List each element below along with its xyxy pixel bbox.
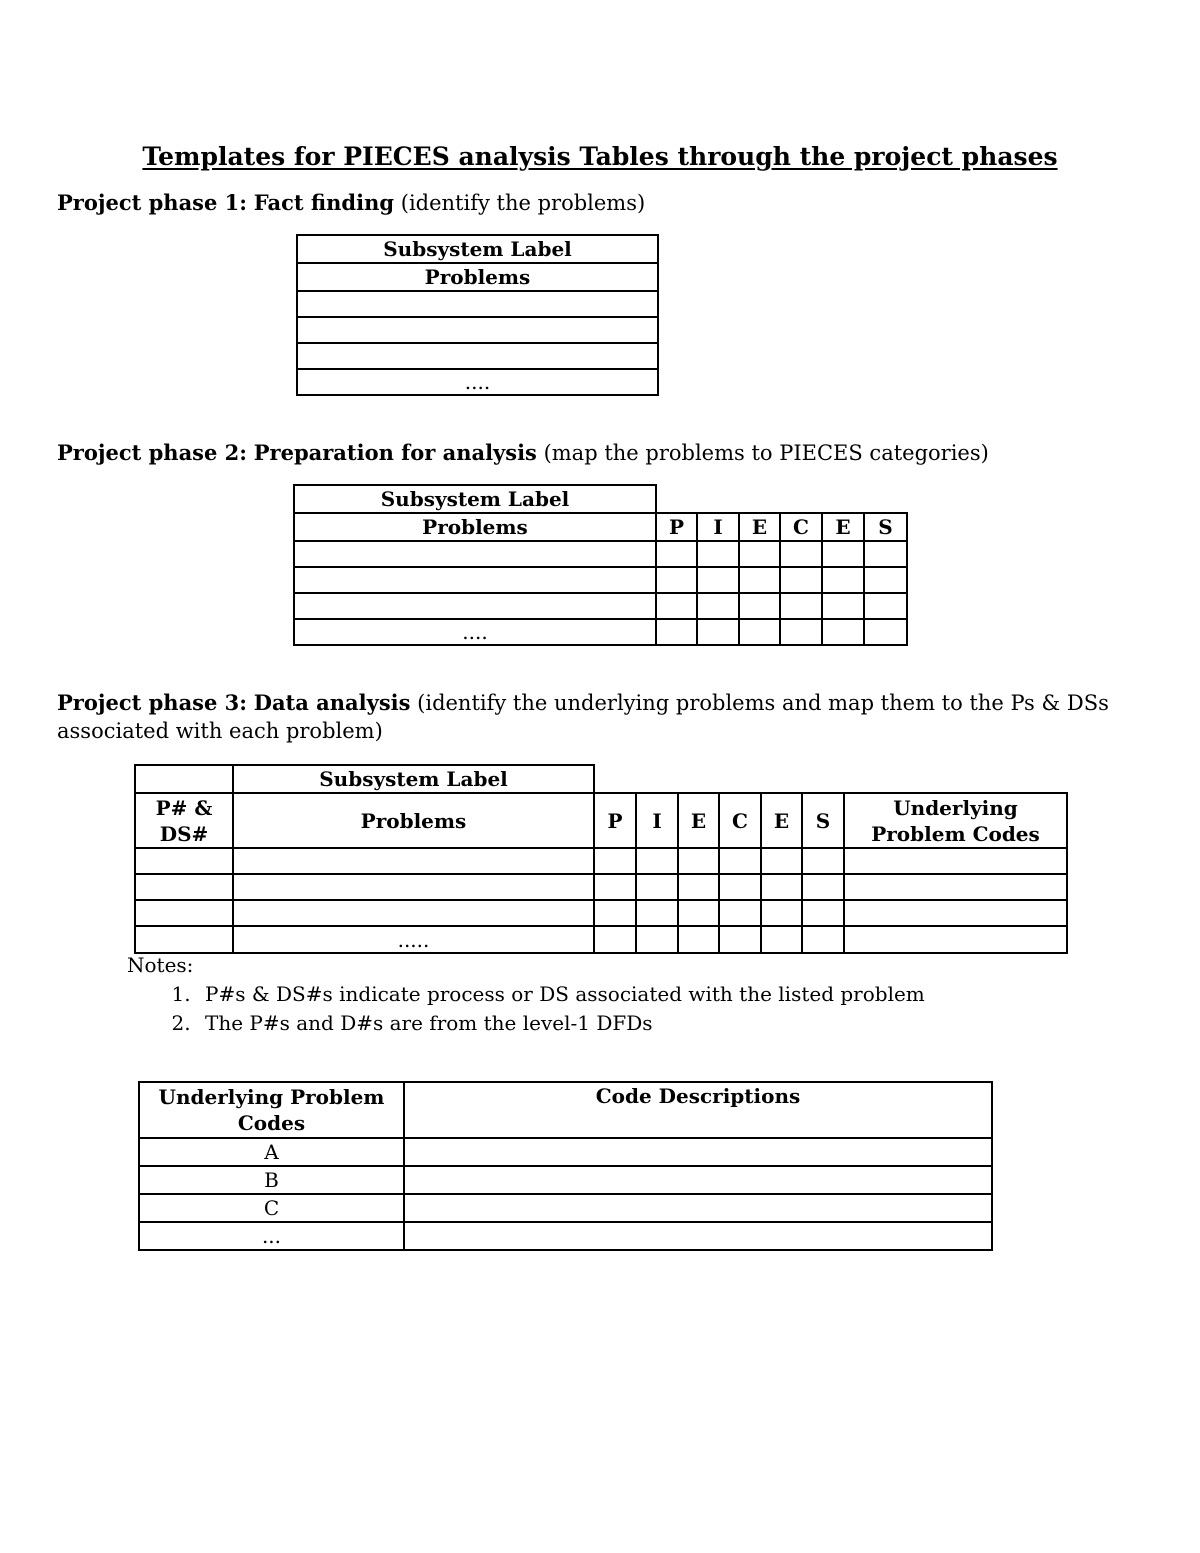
phase2-c-header: C <box>780 513 822 541</box>
code-description-cell[interactable] <box>404 1138 992 1166</box>
phase2-name: Preparation for analysis <box>253 440 537 465</box>
code-cell: C <box>139 1194 404 1222</box>
notes-heading: Notes: <box>127 953 194 977</box>
phase3-check-cell[interactable] <box>678 848 719 874</box>
code-description-cell[interactable] <box>404 1222 992 1250</box>
phase2-check-cell[interactable] <box>697 619 739 645</box>
phase3-check-cell[interactable] <box>636 900 678 926</box>
phase3-check-cell[interactable] <box>761 874 802 900</box>
phase3-underlying-header: Underlying Problem Codes <box>844 793 1067 848</box>
note-item: 2. The P#s and D#s are from the level-1 DFDs <box>197 1009 925 1038</box>
phase3-code-cell[interactable] <box>844 848 1067 874</box>
phase3-check-cell[interactable] <box>678 926 719 953</box>
phase2-p-header: P <box>656 513 697 541</box>
phase2-check-cell[interactable] <box>697 567 739 593</box>
page-title: Templates for PIECES analysis Tables through the project phases <box>142 142 1058 171</box>
phase3-problem-cell[interactable] <box>233 900 594 926</box>
phase3-p-header: P <box>594 793 636 848</box>
phase2-check-cell[interactable] <box>864 541 907 567</box>
phase3-check-cell[interactable] <box>719 926 761 953</box>
phase2-e-header: E <box>739 513 780 541</box>
phase2-label: Project phase 2: <box>57 440 248 465</box>
code-cell: B <box>139 1166 404 1194</box>
phase2-ellipsis-cell: .... <box>294 619 656 645</box>
phase3-s-header: S <box>802 793 844 848</box>
phase1-row-cell[interactable] <box>297 317 658 343</box>
phase3-check-cell[interactable] <box>594 848 636 874</box>
phase3-code-cell[interactable] <box>844 900 1067 926</box>
phase3-e-header: E <box>678 793 719 848</box>
phase2-check-cell[interactable] <box>780 593 822 619</box>
phase2-problem-cell[interactable] <box>294 593 656 619</box>
phase3-check-cell[interactable] <box>802 848 844 874</box>
phase3-check-cell[interactable] <box>636 848 678 874</box>
phase3-name: Data analysis <box>253 690 411 715</box>
phase3-check-cell[interactable] <box>678 874 719 900</box>
phase3-problem-cell[interactable] <box>233 874 594 900</box>
phase3-problem-cell[interactable] <box>233 848 594 874</box>
phase3-check-cell[interactable] <box>719 874 761 900</box>
phase3-check-cell[interactable] <box>719 848 761 874</box>
phase2-check-cell[interactable] <box>697 593 739 619</box>
code-cell: ... <box>139 1222 404 1250</box>
phase2-e2-header: E <box>822 513 864 541</box>
phase3-code-cell[interactable] <box>844 926 1067 953</box>
codes-col2-header: Code Descriptions <box>404 1082 992 1138</box>
phase1-problems-header: Problems <box>297 263 658 291</box>
phase3-check-cell[interactable] <box>761 848 802 874</box>
phase2-check-cell[interactable] <box>864 593 907 619</box>
phase3-c-header: C <box>719 793 761 848</box>
phase2-check-cell[interactable] <box>739 593 780 619</box>
phase3-ellipsis-cell: ..... <box>233 926 594 953</box>
phase1-label: Project phase 1: <box>57 190 248 215</box>
phase2-check-cell[interactable] <box>780 541 822 567</box>
phase3-heading <box>57 689 1137 745</box>
phase2-check-cell[interactable] <box>864 567 907 593</box>
phase3-i-header: I <box>636 793 678 848</box>
phase1-ellipsis-cell: .... <box>297 369 658 395</box>
phase3-check-cell[interactable] <box>594 900 636 926</box>
phase3-check-cell[interactable] <box>802 874 844 900</box>
phase3-check-cell[interactable] <box>636 874 678 900</box>
phase3-pds-cell[interactable] <box>135 926 233 953</box>
phase1-row-cell[interactable] <box>297 343 658 369</box>
phase3-subsystem-label: Subsystem Label <box>233 765 594 793</box>
phase1-desc: (identify the problems) <box>400 191 646 215</box>
phase2-check-cell[interactable] <box>780 619 822 645</box>
phase2-check-cell[interactable] <box>656 593 697 619</box>
phase1-row-cell[interactable] <box>297 291 658 317</box>
phase2-check-cell[interactable] <box>864 619 907 645</box>
phase2-check-cell[interactable] <box>822 567 864 593</box>
codes-col1-header: Underlying Problem Codes <box>139 1082 404 1138</box>
phase2-i-header: I <box>697 513 739 541</box>
phase1-subsystem-label: Subsystem Label <box>297 235 658 263</box>
code-description-cell[interactable] <box>404 1166 992 1194</box>
phase2-problem-cell[interactable] <box>294 567 656 593</box>
phase3-check-cell[interactable] <box>719 900 761 926</box>
phase3-check-cell[interactable] <box>594 926 636 953</box>
phase3-check-cell[interactable] <box>802 926 844 953</box>
phase3-label: Project phase 3: <box>57 690 248 715</box>
phase2-check-cell[interactable] <box>656 567 697 593</box>
phase3-e2-header: E <box>761 793 802 848</box>
phase2-check-cell[interactable] <box>822 541 864 567</box>
phase2-check-cell[interactable] <box>656 541 697 567</box>
phase1-table <box>296 234 659 396</box>
phase2-heading <box>57 439 989 467</box>
phase3-pds-cell[interactable] <box>135 848 233 874</box>
phase3-table <box>134 764 1068 954</box>
phase2-check-cell[interactable] <box>739 567 780 593</box>
phase3-desc: (identify the underlying problems and map them to the Ps & DSs associated with each problem) <box>57 691 1109 743</box>
phase2-check-cell[interactable] <box>739 541 780 567</box>
phase2-check-cell[interactable] <box>822 593 864 619</box>
codes-table <box>138 1081 993 1251</box>
notes <box>127 951 925 1038</box>
phase2-check-cell[interactable] <box>697 541 739 567</box>
code-description-cell[interactable] <box>404 1194 992 1222</box>
phase3-check-cell[interactable] <box>761 926 802 953</box>
notes-list <box>127 980 925 1038</box>
phase3-problems-header: Problems <box>233 793 594 848</box>
phase3-check-cell[interactable] <box>678 900 719 926</box>
phase3-check-cell[interactable] <box>802 900 844 926</box>
note-item: 1. P#s & DS#s indicate process or DS associated with the listed problem <box>197 980 925 1009</box>
phase3-corner-cell <box>135 765 233 793</box>
phase3-pds-cell[interactable] <box>135 874 233 900</box>
phase1-name: Fact finding <box>253 190 395 215</box>
phase2-problems-header: Problems <box>294 513 656 541</box>
phase2-s-header: S <box>864 513 907 541</box>
phase3-code-cell[interactable] <box>844 874 1067 900</box>
code-cell: A <box>139 1138 404 1166</box>
phase1-heading <box>57 189 645 217</box>
phase2-check-cell[interactable] <box>656 619 697 645</box>
phase2-desc: (map the problems to PIECES categories) <box>543 441 989 465</box>
phase3-pds-header: P# & DS# <box>135 793 233 848</box>
phase2-check-cell[interactable] <box>780 567 822 593</box>
phase2-problem-cell[interactable] <box>294 541 656 567</box>
phase3-check-cell[interactable] <box>594 874 636 900</box>
phase3-pds-cell[interactable] <box>135 900 233 926</box>
phase2-subsystem-label: Subsystem Label <box>294 485 656 513</box>
phase2-check-cell[interactable] <box>822 619 864 645</box>
phase3-check-cell[interactable] <box>636 926 678 953</box>
phase2-table <box>293 484 908 646</box>
phase2-check-cell[interactable] <box>739 619 780 645</box>
phase3-check-cell[interactable] <box>761 900 802 926</box>
